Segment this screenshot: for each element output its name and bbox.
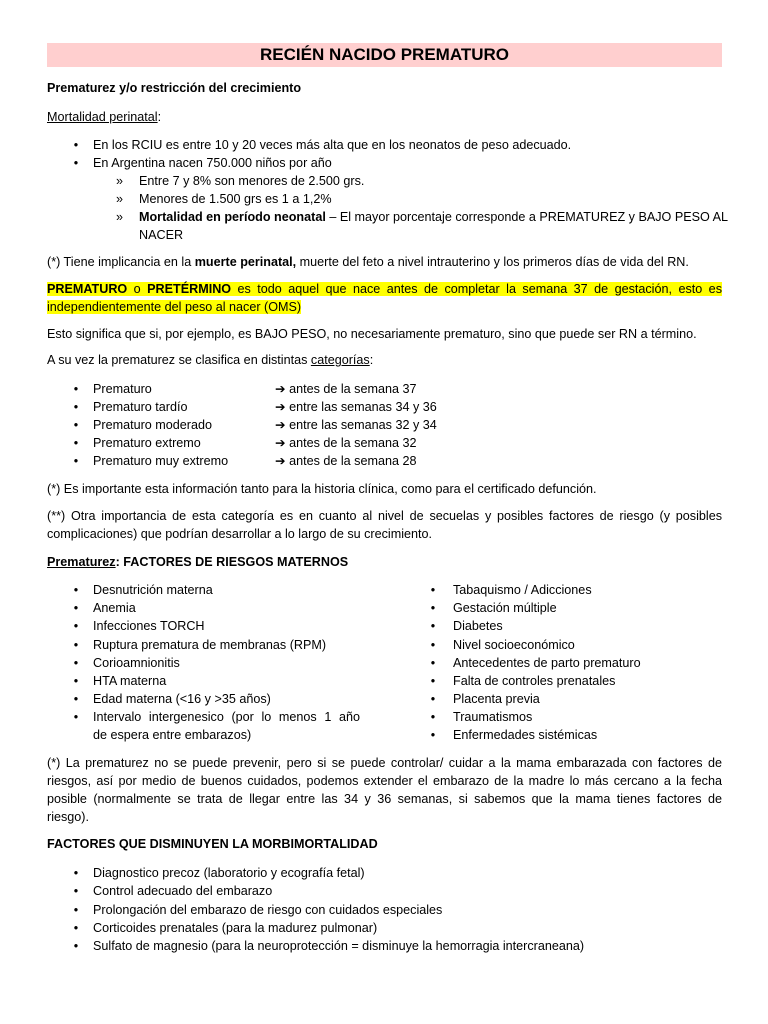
- note-perinatal-prefix: (*) Tiene implicancia en la: [47, 255, 195, 269]
- classification-intro: [47, 352, 722, 369]
- definition-text-2: independientemente del peso al nacer (OMS): [47, 300, 302, 314]
- bullet-icon: •: [430, 710, 436, 724]
- note-perinatal-bold: muerte perinatal,: [194, 255, 297, 269]
- definition-text: es todo aquel que nace antes de completar la semana 37 de gestación, esto es: [231, 282, 722, 296]
- risk-right-item: Placenta previa: [453, 692, 540, 706]
- category-name: Prematuro muy extremo: [93, 454, 229, 468]
- mortality-heading-colon: :: [157, 110, 162, 124]
- definition-term-1: PREMATURO: [47, 282, 128, 296]
- mortality-sub-item: Menores de 1.500 grs es 1 a 1,2%: [139, 192, 332, 206]
- bullet-icon: •: [73, 866, 79, 880]
- risk-heading: [47, 554, 722, 571]
- mortality-sub-item: Entre 7 y 8% son menores de 2.500 grs.: [139, 174, 365, 188]
- bullet-icon: •: [73, 601, 79, 615]
- category-value-row: [275, 417, 437, 434]
- classification-link: categorías: [310, 353, 370, 367]
- reduce-heading: FACTORES QUE DISMINUYEN LA MORBIMORTALIDAD: [47, 837, 378, 851]
- mortality-neonatal-cont: NACER: [139, 228, 184, 242]
- mortality-neonatal-bold: Mortalidad en período neonatal: [139, 210, 326, 224]
- category-value: entre las semanas 34 y 36: [289, 400, 437, 414]
- note-prevention-4: riesgo).: [47, 810, 89, 824]
- bullet-icon: •: [430, 583, 436, 597]
- risk-left-item: HTA materna: [93, 674, 167, 688]
- risk-right-item: Diabetes: [453, 619, 503, 633]
- sub-bullet-icon: »: [116, 174, 124, 188]
- category-value: entre las semanas 32 y 34: [289, 418, 437, 432]
- note-prevention-1: (*) La prematurez no se puede prevenir, pero si se puede controlar/ cuidar a la mama embarazada con factores de: [47, 756, 722, 770]
- risk-heading-underlined: Prematurez: [47, 555, 116, 569]
- definition-term-2: PRETÉRMINO: [147, 282, 232, 296]
- definition-highlight: [47, 282, 722, 296]
- bullet-icon: •: [430, 692, 436, 706]
- bullet-icon: •: [73, 710, 79, 724]
- arrow-right-icon: ➔: [275, 418, 286, 432]
- definition-or: o: [127, 282, 148, 296]
- bullet-icon: •: [73, 583, 79, 597]
- mortality-heading: [47, 109, 722, 126]
- bullet-icon: •: [73, 692, 79, 706]
- sub-bullet-icon: »: [116, 192, 124, 206]
- mortality-neonatal-item: [139, 209, 728, 226]
- bullet-icon: •: [73, 156, 79, 170]
- risk-right-item: Traumatismos: [453, 710, 533, 724]
- reduce-item: Diagnostico precoz (laboratorio y ecografía fetal): [93, 866, 365, 880]
- bullet-icon: •: [73, 638, 79, 652]
- category-name: Prematuro moderado: [93, 418, 213, 432]
- bullet-icon: •: [73, 138, 79, 152]
- reduce-item: Control adecuado del embarazo: [93, 884, 273, 898]
- sub-bullet-icon: »: [116, 210, 124, 224]
- bullet-icon: •: [73, 382, 79, 396]
- note-prevention-2: riesgos, así por medio de buenos cuidados, podemos extender el embarazo de la madre lo más cercano a la fecha: [47, 774, 722, 788]
- bullet-icon: •: [430, 619, 436, 633]
- note-perinatal: [47, 254, 722, 271]
- bullet-icon: •: [73, 903, 79, 917]
- mortality-item: En Argentina nacen 750.000 niños por año: [93, 156, 332, 170]
- note-perinatal-rest: muerte del feto a nivel intrauterino y los primeros días de vida del RN.: [296, 255, 689, 269]
- mortality-item: En los RCIU es entre 10 y 20 veces más alta que en los neonatos de peso adecuado.: [93, 138, 572, 152]
- category-value: antes de la semana 32: [289, 436, 417, 450]
- bullet-icon: •: [73, 921, 79, 935]
- risk-left-item: Ruptura prematura de membranas (RPM): [93, 638, 327, 652]
- arrow-right-icon: ➔: [275, 382, 286, 396]
- bullet-icon: •: [430, 674, 436, 688]
- bullet-icon: •: [73, 619, 79, 633]
- arrow-right-icon: ➔: [275, 454, 286, 468]
- mortality-heading-text: Mortalidad perinatal: [47, 110, 158, 124]
- category-value-row: [275, 381, 417, 398]
- risk-left-item: Edad materna (<16 y >35 años): [93, 692, 271, 706]
- subtitle: Prematurez y/o restricción del crecimiento: [47, 81, 302, 95]
- category-value-row: [275, 453, 417, 470]
- reduce-item: Prolongación del embarazo de riesgo con cuidados especiales: [93, 903, 443, 917]
- note-prevention-3: posible (normalmente se trata de llegar entre las 34 y 36 semanas, si sabemos que la mama tienes factores de: [47, 792, 722, 806]
- bullet-icon: •: [73, 884, 79, 898]
- classification-suffix: :: [369, 353, 374, 367]
- category-name: Prematuro extremo: [93, 436, 201, 450]
- reduce-item: Sulfato de magnesio (para la neuroprotección = disminuye la hemorragia intercraneana): [93, 939, 585, 953]
- risk-right-item: Tabaquismo / Adicciones: [453, 583, 592, 597]
- risk-right-item: Enfermedades sistémicas: [453, 728, 598, 742]
- bullet-icon: •: [73, 656, 79, 670]
- mortality-neonatal-rest: – El mayor porcentaje corresponde a PREMATUREZ y BAJO PESO AL: [325, 210, 729, 224]
- category-value: antes de la semana 28: [289, 454, 417, 468]
- category-value-row: [275, 435, 417, 452]
- note-certificate: (*) Es importante esta información tanto para la historia clínica, como para el certificado defunción.: [47, 482, 597, 496]
- arrow-right-icon: ➔: [275, 400, 286, 414]
- arrow-right-icon: ➔: [275, 436, 286, 450]
- risk-right-item: Gestación múltiple: [453, 601, 557, 615]
- category-value: antes de la semana 37: [289, 382, 417, 396]
- reduce-item: Corticoides prenatales (para la madurez pulmonar): [93, 921, 378, 935]
- low-weight-note: Esto significa que si, por ejemplo, es BAJO PESO, no necesariamente prematuro, sino que puede ser RN a término.: [47, 327, 697, 341]
- category-value-row: [275, 399, 437, 416]
- bullet-icon: •: [73, 674, 79, 688]
- risk-left-item: Infecciones TORCH: [93, 619, 205, 633]
- risk-right-item: Antecedentes de parto prematuro: [453, 656, 641, 670]
- risk-left-item: Anemia: [93, 601, 136, 615]
- category-name: Prematuro: [93, 382, 152, 396]
- risk-heading-rest: : FACTORES DE RIESGOS MATERNOS: [115, 555, 349, 569]
- risk-left-item: Intervalo intergenesico (por lo menos 1 año: [93, 710, 360, 724]
- risk-right-item: Nivel socioeconómico: [453, 638, 575, 652]
- risk-left-item: Corioamnionitis: [93, 656, 180, 670]
- definition-line-1: [47, 281, 722, 298]
- bullet-icon: •: [430, 601, 436, 615]
- risk-left-item-cont: de espera entre embarazos): [93, 728, 252, 742]
- category-name: Prematuro tardío: [93, 400, 188, 414]
- note-sequelae-1: (**) Otra importancia de esta categoría es en cuanto al nivel de secuelas y posibles factores de riesgo (y posibles: [47, 509, 722, 523]
- page-title: RECIÉN NACIDO PREMATURO: [47, 43, 722, 67]
- bullet-icon: •: [430, 728, 436, 742]
- bullet-icon: •: [73, 418, 79, 432]
- bullet-icon: •: [73, 454, 79, 468]
- classification-prefix: A su vez la prematurez se clasifica en distintas: [47, 353, 311, 367]
- definition-line-2: [47, 299, 722, 316]
- risk-left-item: Desnutrición materna: [93, 583, 213, 597]
- note-sequelae-2: complicaciones) que podrían desarrollar a lo largo de su crecimiento.: [47, 527, 433, 541]
- bullet-icon: •: [430, 656, 436, 670]
- bullet-icon: •: [73, 436, 79, 450]
- risk-right-item: Falta de controles prenatales: [453, 674, 616, 688]
- bullet-icon: •: [430, 638, 436, 652]
- bullet-icon: •: [73, 939, 79, 953]
- bullet-icon: •: [73, 400, 79, 414]
